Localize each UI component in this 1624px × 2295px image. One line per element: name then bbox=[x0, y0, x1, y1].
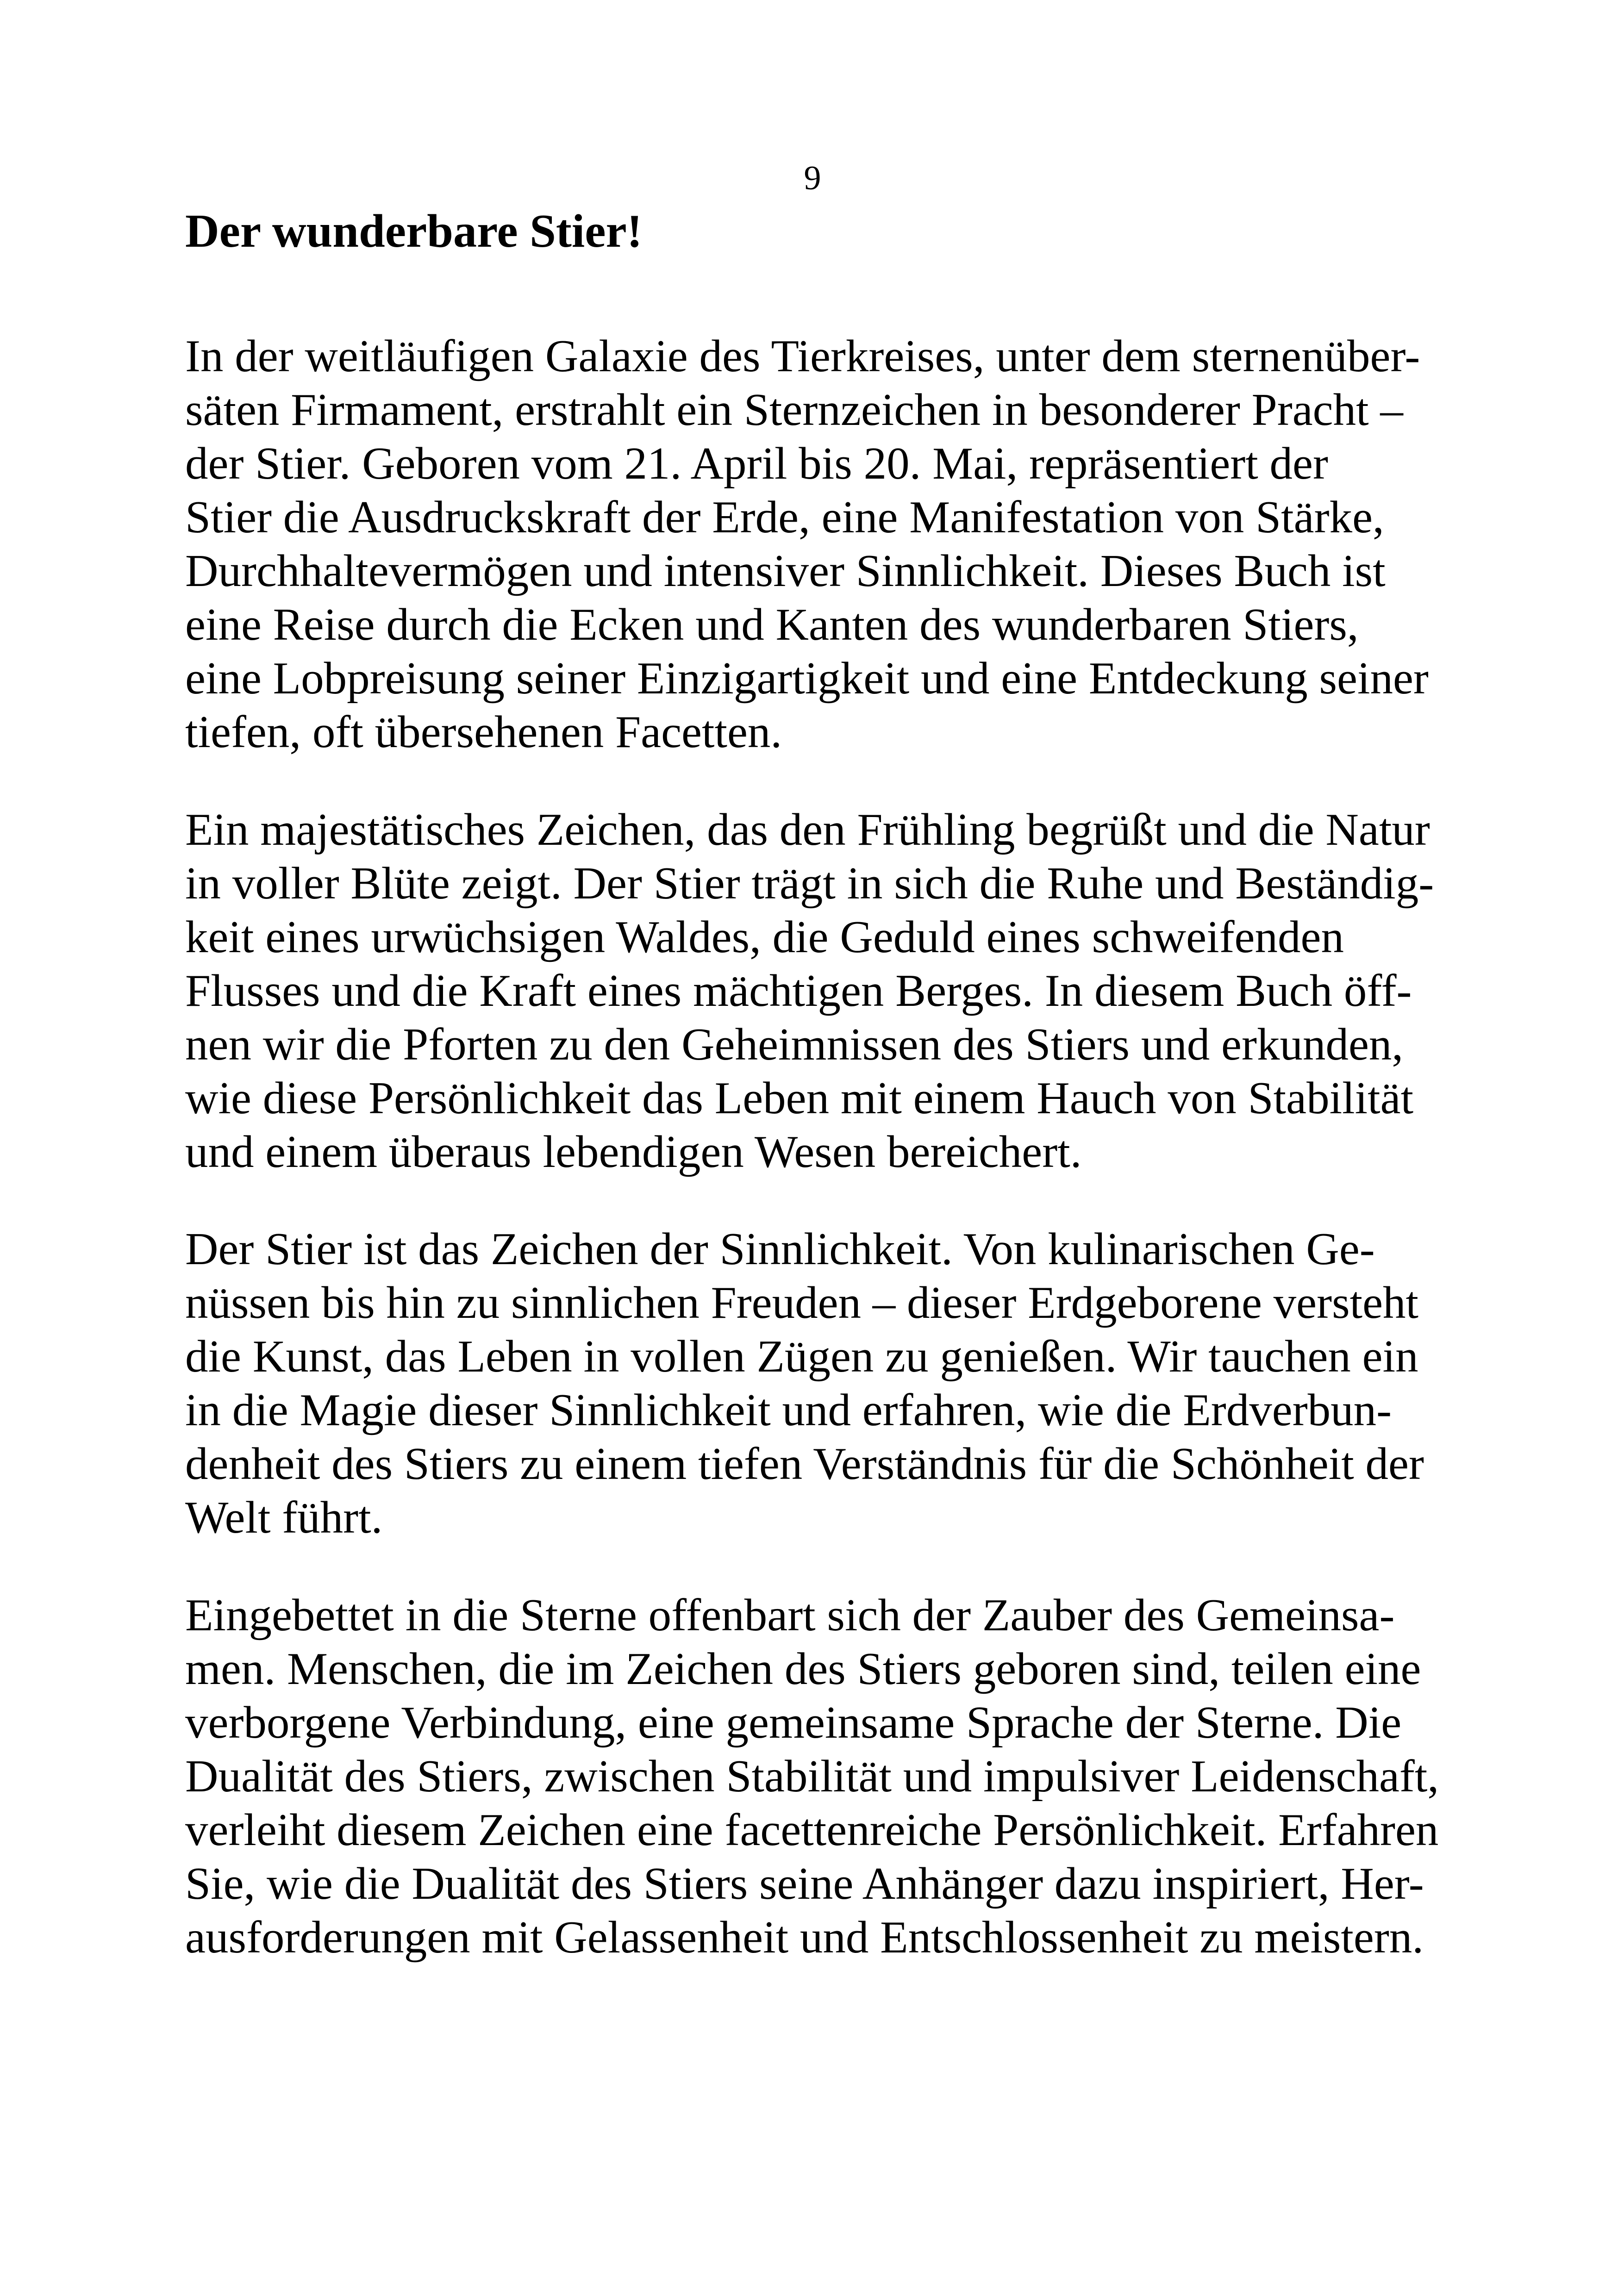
paragraph-1 bbox=[185, 330, 1429, 759]
text-line: eine Lobpreisung seiner Einzigartigkeit und eine Entdeckung seiner bbox=[185, 653, 1429, 704]
paragraph-2 bbox=[185, 803, 1434, 1179]
text-line: Der Stier ist das Zeichen der Sinnlichkeit. Von kulinarischen Ge- bbox=[185, 1224, 1375, 1274]
text-line: Ein majestätisches Zeichen, das den Frühling begrüßt und die Natur bbox=[185, 804, 1430, 855]
text-line: in voller Blüte zeigt. Der Stier trägt in sich die Ruhe und Beständig- bbox=[185, 858, 1434, 909]
text-line: Eingebettet in die Sterne offenbart sich der Zauber des Gemeinsa- bbox=[185, 1590, 1395, 1640]
page-number: 9 bbox=[804, 159, 821, 197]
chapter-title: Der wunderbare Stier! bbox=[185, 205, 643, 257]
text-line: Welt führt. bbox=[185, 1492, 383, 1543]
text-line: eine Reise durch die Ecken und Kanten des wunderbaren Stiers, bbox=[185, 599, 1359, 650]
text-line: Stier die Ausdruckskraft der Erde, eine Manifestation von Stärke, bbox=[185, 492, 1384, 543]
text-line: ausforderungen mit Gelassenheit und Entschlossenheit zu meistern. bbox=[185, 1912, 1424, 1963]
text-line: Durchhaltevermögen und intensiver Sinnlichkeit. Dieses Buch ist bbox=[185, 546, 1386, 596]
text-line: men. Menschen, die im Zeichen des Stiers geboren sind, teilen eine bbox=[185, 1644, 1421, 1694]
text-line: die Kunst, das Leben in vollen Zügen zu genießen. Wir tauchen ein bbox=[185, 1331, 1418, 1382]
text-line: In der weitläufigen Galaxie des Tierkreises, unter dem sternenüber- bbox=[185, 331, 1420, 381]
text-line: säten Firmament, erstrahlt ein Sternzeichen in besonderer Pracht – bbox=[185, 385, 1403, 435]
text-line: Sie, wie die Dualität des Stiers seine Anhänger dazu inspiriert, Her- bbox=[185, 1858, 1424, 1909]
text-line: und einem überaus lebendigen Wesen bereichert. bbox=[185, 1127, 1082, 1177]
text-line: Flusses und die Kraft eines mächtigen Berges. In diesem Buch öff- bbox=[185, 966, 1412, 1016]
text-line: wie diese Persönlichkeit das Leben mit einem Hauch von Stabilität bbox=[185, 1073, 1414, 1123]
text-line: tiefen, oft übersehenen Facetten. bbox=[185, 707, 782, 757]
paragraph-4 bbox=[185, 1589, 1439, 1964]
text-line: denheit des Stiers zu einem tiefen Verständnis für die Schönheit der bbox=[185, 1439, 1424, 1489]
text-line: Dualität des Stiers, zwischen Stabilität und impulsiver Leidenschaft, bbox=[185, 1751, 1439, 1802]
text-line: nüssen bis hin zu sinnlichen Freuden – dieser Erdgeborene versteht bbox=[185, 1278, 1419, 1328]
text-line: nen wir die Pforten zu den Geheimnissen des Stiers und erkunden, bbox=[185, 1019, 1404, 1070]
text-line: verleiht diesem Zeichen eine facettenreiche Persönlichkeit. Erfahren bbox=[185, 1805, 1439, 1855]
paragraph-3 bbox=[185, 1222, 1424, 1545]
text-line: in die Magie dieser Sinnlichkeit und erfahren, wie die Erdverbun- bbox=[185, 1385, 1392, 1435]
text-line: keit eines urwüchsigen Waldes, die Geduld eines schweifenden bbox=[185, 912, 1344, 962]
text-line: der Stier. Geboren vom 21. April bis 20. Mai, repräsentiert der bbox=[185, 438, 1328, 489]
text-line: verborgene Verbindung, eine gemeinsame Sprache der Sterne. Die bbox=[185, 1697, 1402, 1748]
